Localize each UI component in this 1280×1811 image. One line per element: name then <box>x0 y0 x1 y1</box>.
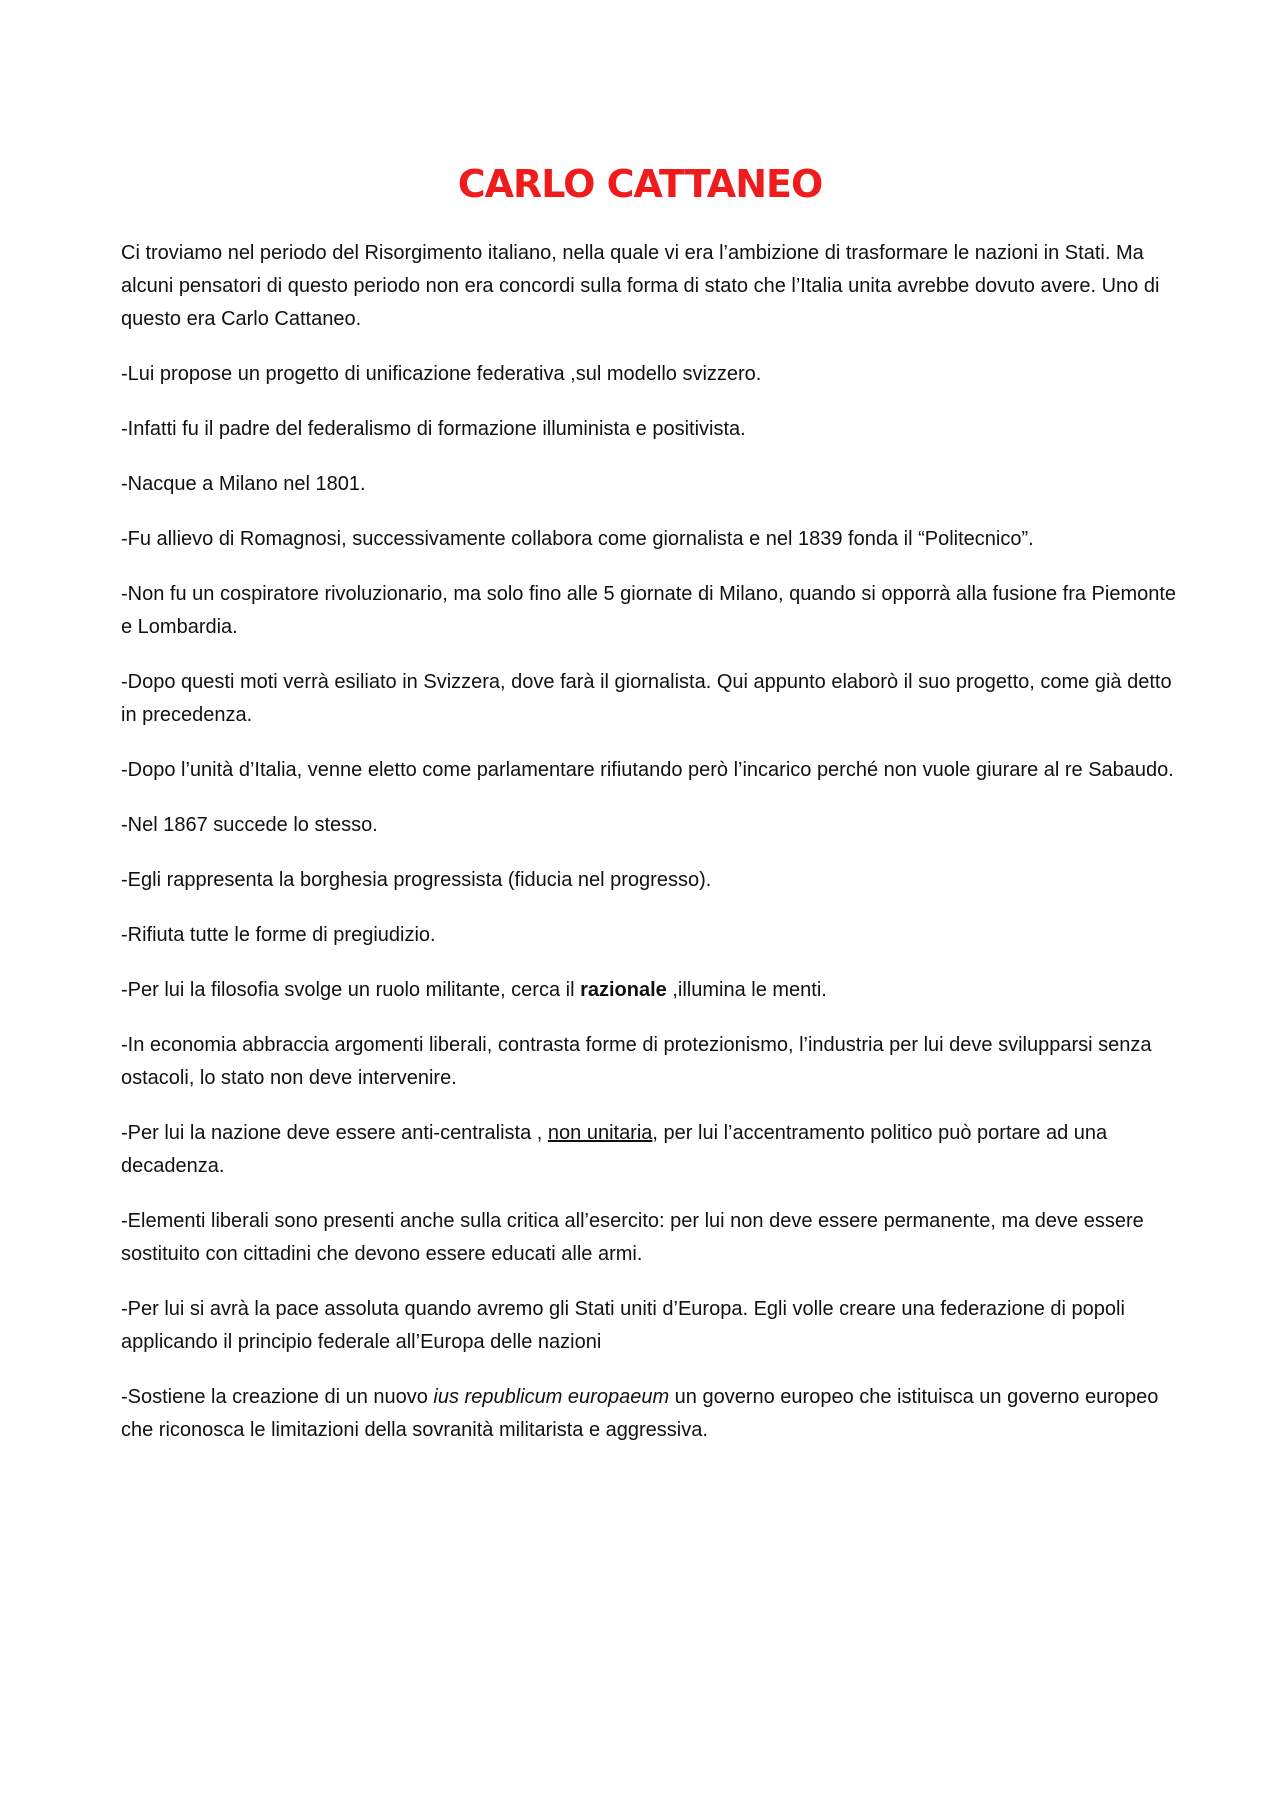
italic-term: ius republicum europaeum <box>433 1386 670 1408</box>
bold-term: razionale <box>580 979 667 1001</box>
paragraph-text: , per lui l’accentramento politico può portare ad una decadenza. <box>121 1122 1108 1177</box>
paragraph-text: -Sostiene la creazione di un nuovo <box>121 1386 434 1408</box>
paragraph: -Dopo questi moti verrà esiliato in Svizzera, dove farà il giornalista. Qui appunto elaborò il suo progetto, come già detto in precedenza. <box>121 671 1172 726</box>
document-title: CARLO CATTANEO <box>457 162 823 206</box>
document-body <box>121 237 1181 1469</box>
paragraph-text: un governo europeo che istituisca un governo europeo che riconosca le limitazioni della sovranità militarista e aggressiva. <box>121 1386 1159 1441</box>
paragraph: -Non fu un cospiratore rivoluzionario, ma solo fino alle 5 giornate di Milano, quando si opporrà alla fusione fra Piemonte e Lombardia. <box>121 583 1177 638</box>
paragraph: -Fu allievo di Romagnosi, successivamente collabora come giornalista e nel 1839 fonda il “Politecnico”. <box>121 528 1034 550</box>
paragraph: -In economia abbraccia argomenti liberali, contrasta forme di protezionismo, l’industria per lui deve svilupparsi senza ostacoli, lo stato non deve intervenire. <box>121 1034 1152 1089</box>
paragraph-text: -Per lui la nazione deve essere anti-centralista , <box>121 1122 548 1144</box>
paragraph: -Dopo l’unità d’Italia, venne eletto come parlamentare rifiutando però l’incarico perché non vuole giurare al re Sabaudo. <box>121 759 1174 781</box>
paragraph-ius <box>121 1381 1181 1447</box>
paragraph: -Nacque a Milano nel 1801. <box>121 473 366 495</box>
paragraph-filosofia <box>121 974 1181 1007</box>
paragraph-text: ,illumina le menti. <box>666 979 827 1001</box>
paragraph: -Egli rappresenta la borghesia progressista (fiducia nel progresso). <box>121 869 712 891</box>
paragraph: -Lui propose un progetto di unificazione federativa ,sul modello svizzero. <box>121 363 762 385</box>
paragraph-text: -Per lui la filosofia svolge un ruolo militante, cerca il <box>121 979 581 1001</box>
paragraph: -Infatti fu il padre del federalismo di formazione illuminista e positivista. <box>121 418 746 440</box>
paragraph: -Per lui si avrà la pace assoluta quando avremo gli Stati uniti d’Europa. Egli volle creare una federazione di popoli applicando il principio federale all’Europa delle nazioni <box>121 1298 1125 1353</box>
paragraph-nazione <box>121 1117 1181 1183</box>
paragraph: Ci troviamo nel periodo del Risorgimento italiano, nella quale vi era l’ambizione di trasformare le nazioni in Stati. Ma alcuni pensatori di questo periodo non era concordi sulla forma di stato che l’Italia unita avrebbe dovuto avere. Uno di questo era Carlo Cattaneo. <box>121 242 1160 330</box>
paragraph: -Elementi liberali sono presenti anche sulla critica all’esercito: per lui non deve essere permanente, ma deve essere sostituito con cittadini che devono essere educati alle armi. <box>121 1210 1144 1265</box>
paragraph: -Nel 1867 succede lo stesso. <box>121 814 378 836</box>
paragraph: -Rifiuta tutte le forme di pregiudizio. <box>121 924 436 946</box>
underlined-term: non unitaria <box>547 1122 653 1144</box>
